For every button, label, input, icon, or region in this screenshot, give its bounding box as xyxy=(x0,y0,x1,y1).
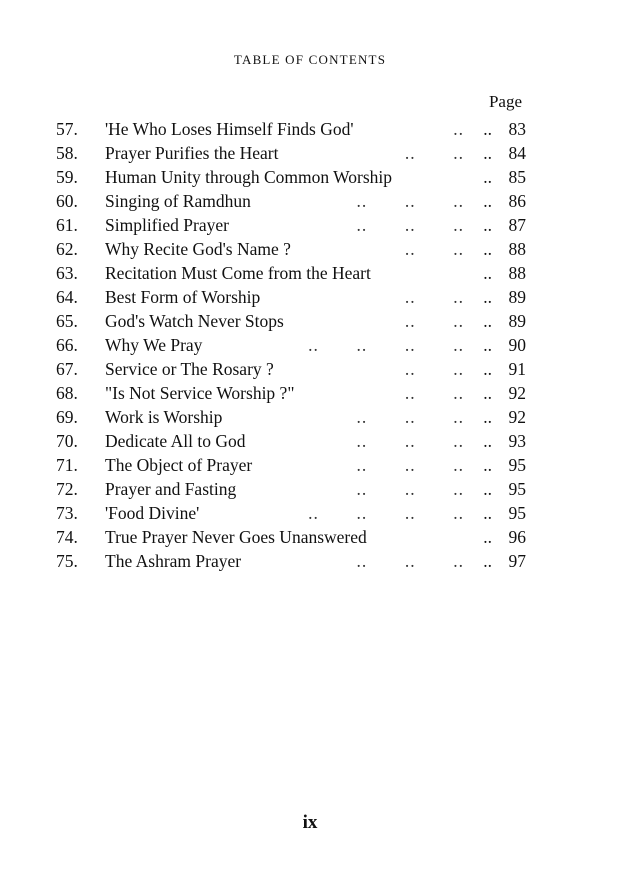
entry-title: Why We Pray xyxy=(105,335,203,355)
toc-entry xyxy=(56,213,536,237)
dot-leader: .. .. xyxy=(404,311,464,331)
entry-number: 62. xyxy=(56,239,78,259)
page-folio: ix xyxy=(302,812,318,833)
toc-entry xyxy=(56,357,536,381)
toc-entry xyxy=(56,141,536,165)
dot-leader: .. .. .. xyxy=(356,215,464,235)
entry-page: 89 xyxy=(508,287,526,307)
entry-number: 64. xyxy=(56,287,78,307)
page-leader: .. xyxy=(483,335,492,355)
entry-page: 93 xyxy=(508,431,526,451)
toc-entry xyxy=(56,429,536,453)
dot-leader: .. .. .. xyxy=(356,407,464,427)
toc-entry xyxy=(56,501,536,525)
page-leader: .. xyxy=(483,119,492,139)
page-leader: .. xyxy=(483,239,492,259)
entry-number: 70. xyxy=(56,431,78,451)
dot-leader: .. .. .. .. xyxy=(308,503,464,523)
toc-entry xyxy=(56,381,536,405)
page-leader: .. xyxy=(483,551,492,571)
toc-entry xyxy=(56,285,536,309)
dot-leader: .. .. .. xyxy=(356,191,464,211)
dot-leader: .. .. xyxy=(404,287,464,307)
toc-entry xyxy=(56,117,536,141)
entry-title: "Is Not Service Worship ?" xyxy=(105,383,295,403)
entry-number: 61. xyxy=(56,215,78,235)
entry-number: 69. xyxy=(56,407,78,427)
entry-title: Best Form of Worship xyxy=(105,287,261,307)
entry-number: 60. xyxy=(56,191,78,211)
entry-title: Prayer and Fasting xyxy=(105,479,237,499)
entry-page: 84 xyxy=(508,143,526,163)
dot-leader: .. .. xyxy=(404,383,464,403)
dot-leader: .. .. .. .. xyxy=(308,335,464,355)
entry-number: 68. xyxy=(56,383,78,403)
entry-title: Prayer Purifies the Heart xyxy=(105,143,279,163)
entry-number: 71. xyxy=(56,455,78,475)
entry-title: Dedicate All to God xyxy=(105,431,246,451)
entry-number: 57. xyxy=(56,119,78,139)
dot-leader: .. xyxy=(453,119,464,139)
entry-number: 59. xyxy=(56,167,78,187)
entry-page: 90 xyxy=(508,335,526,355)
entry-page: 83 xyxy=(508,119,526,139)
toc-list xyxy=(56,117,536,573)
entry-title: The Ashram Prayer xyxy=(105,551,242,571)
entry-title: The Object of Prayer xyxy=(105,455,253,475)
page-leader: .. xyxy=(483,527,492,547)
toc-entry xyxy=(56,453,536,477)
entry-page: 89 xyxy=(508,311,526,331)
dot-leader: .. .. xyxy=(404,143,464,163)
toc-entry xyxy=(56,333,536,357)
entry-title: 'He Who Loses Himself Finds God' xyxy=(105,119,354,139)
entry-number: 65. xyxy=(56,311,78,331)
toc-entry xyxy=(56,261,536,285)
dot-leader: .. .. .. xyxy=(356,431,464,451)
entry-page: 88 xyxy=(508,263,526,283)
page-column-label: Page xyxy=(488,92,522,111)
entry-number: 63. xyxy=(56,263,78,283)
toc-entry xyxy=(56,165,536,189)
toc-entry xyxy=(56,189,536,213)
toc-entry xyxy=(56,405,536,429)
page-leader: .. xyxy=(483,503,492,523)
entry-number: 75. xyxy=(56,551,78,571)
dot-leader: .. .. .. xyxy=(356,455,464,475)
dot-leader: .. .. .. xyxy=(356,479,464,499)
page-leader: .. xyxy=(483,215,492,235)
entry-number: 72. xyxy=(56,479,78,499)
entry-page: 95 xyxy=(508,503,526,523)
toc-entry xyxy=(56,549,536,573)
page-leader: .. xyxy=(483,287,492,307)
entry-page: 86 xyxy=(508,191,526,211)
entry-title: True Prayer Never Goes Unanswered xyxy=(105,527,367,547)
entry-number: 58. xyxy=(56,143,78,163)
page-leader: .. xyxy=(483,359,492,379)
page-leader: .. xyxy=(483,167,492,187)
entry-title: Simplified Prayer xyxy=(105,215,229,235)
entry-page: 92 xyxy=(508,407,526,427)
entry-title: Work is Worship xyxy=(105,407,223,427)
dot-leader: .. .. xyxy=(404,359,464,379)
entry-title: God's Watch Never Stops xyxy=(105,311,284,331)
page-leader: .. xyxy=(483,143,492,163)
entry-number: 67. xyxy=(56,359,78,379)
page-leader: .. xyxy=(483,407,492,427)
entry-page: 97 xyxy=(508,551,526,571)
toc-entry xyxy=(56,525,536,549)
entry-number: 73. xyxy=(56,503,78,523)
page-leader: .. xyxy=(483,311,492,331)
page-leader: .. xyxy=(483,263,492,283)
entry-title: Human Unity through Common Worship xyxy=(105,167,393,187)
page-leader: .. xyxy=(483,191,492,211)
toc-entry xyxy=(56,237,536,261)
entry-page: 92 xyxy=(508,383,526,403)
entry-title: Service or The Rosary ? xyxy=(105,359,274,379)
entry-title: Recitation Must Come from the Heart xyxy=(105,263,371,283)
toc-heading: TABLE OF CONTENTS xyxy=(233,52,387,67)
entry-number: 66. xyxy=(56,335,78,355)
page-leader: .. xyxy=(483,479,492,499)
entry-number: 74. xyxy=(56,527,78,547)
toc-entry xyxy=(56,309,536,333)
entry-page: 88 xyxy=(508,239,526,259)
toc-entry xyxy=(56,477,536,501)
page-leader: .. xyxy=(483,383,492,403)
entry-title: Singing of Ramdhun xyxy=(105,191,251,211)
entry-page: 87 xyxy=(508,215,526,235)
dot-leader: .. .. xyxy=(404,239,464,259)
entry-page: 96 xyxy=(508,527,526,547)
entry-title: 'Food Divine' xyxy=(105,503,200,523)
entry-title: Why Recite God's Name ? xyxy=(105,239,291,259)
entry-page: 95 xyxy=(508,479,526,499)
entry-page: 95 xyxy=(508,455,526,475)
entry-page: 91 xyxy=(508,359,526,379)
page-leader: .. xyxy=(483,455,492,475)
dot-leader: .. .. .. xyxy=(356,551,464,571)
page-leader: .. xyxy=(483,431,492,451)
entry-page: 85 xyxy=(508,167,526,187)
